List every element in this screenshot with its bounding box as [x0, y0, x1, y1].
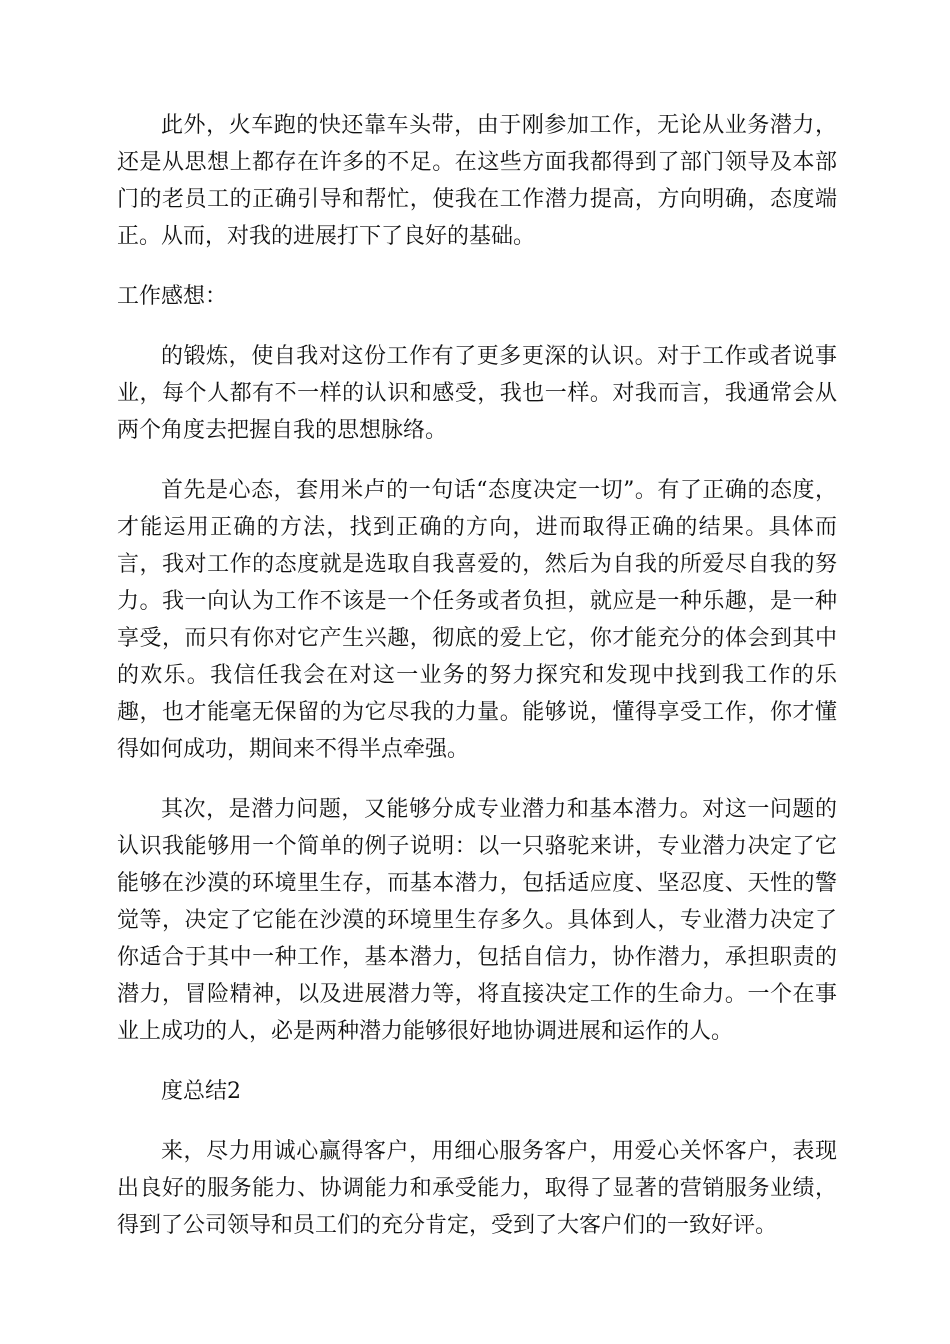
paragraph-2: 的锻炼，使自我对这份工作有了更多更深的认识。对于工作或者说事业，每个人都有不一样的认识和感受，我也一样。对我而言，我通常会从两个角度去把握自我的思想脉络。 — [117, 344, 837, 443]
document-page — [117, 107, 837, 1267]
paragraph-5: 来，尽力用诚心赢得客户，用细心服务客户，用爱心关怀客户，表现出良好的服务能力、协调能力和承受能力，取得了显著的营销服务业绩，得到了公司领导和员工们的充分肯定，受到了大客户们的一致好评。 — [117, 1139, 837, 1238]
section-heading-work-thoughts: 工作感想： — [117, 284, 228, 309]
paragraph-1: 此外，火车跑的快还靠车头带，由于刚参加工作，无论从业务潜力，还是从思想上都存在许多的不足。在这些方面我都得到了部门领导及本部门的老员工的正确引导和帮忙，使我在工作潜力提高，方向明确，态度端正。从而，对我的进展打下了良好的基础。 — [117, 113, 837, 249]
section-heading-summary-2: 度总结2 — [161, 1079, 241, 1104]
paragraph-4: 其次，是潜力问题，又能够分成专业潜力和基本潜力。对这一问题的认识我能够用一个简单的例子说明：以一只骆驼来讲，专业潜力决定了它能够在沙漠的环境里生存，而基本潜力，包括适应度、坚忍度、天性的警觉等，决定了它能在沙漠的环境里生存多久。具体到人，专业潜力决定了你适合于其中一种工作，基本潜力，包括自信力，协作潜力，承担职责的潜力，冒险精神，以及进展潜力等，将直接决定工作的生命力。一个在事业上成功的人，必是两种潜力能够很好地协调进展和运作的人。 — [117, 797, 837, 1044]
paragraph-3: 首先是心态，套用米卢的一句话“态度决定一切”。有了正确的态度，才能运用正确的方法，找到正确的方向，进而取得正确的结果。具体而言，我对工作的态度就是选取自我喜爱的，然后为自我的所爱尽自我的努力。我一向认为工作不该是一个任务或者负担，就应是一种乐趣，是一种享受，而只有你对它产生兴趣，彻底的爱上它，你才能充分的体会到其中的欢乐。我信任我会在对这一业务的努力探究和发现中找到我工作的乐趣，也才能毫无保留的为它尽我的力量。能够说，懂得享受工作，你才懂得如何成功，期间来不得半点牵强。 — [117, 478, 837, 762]
